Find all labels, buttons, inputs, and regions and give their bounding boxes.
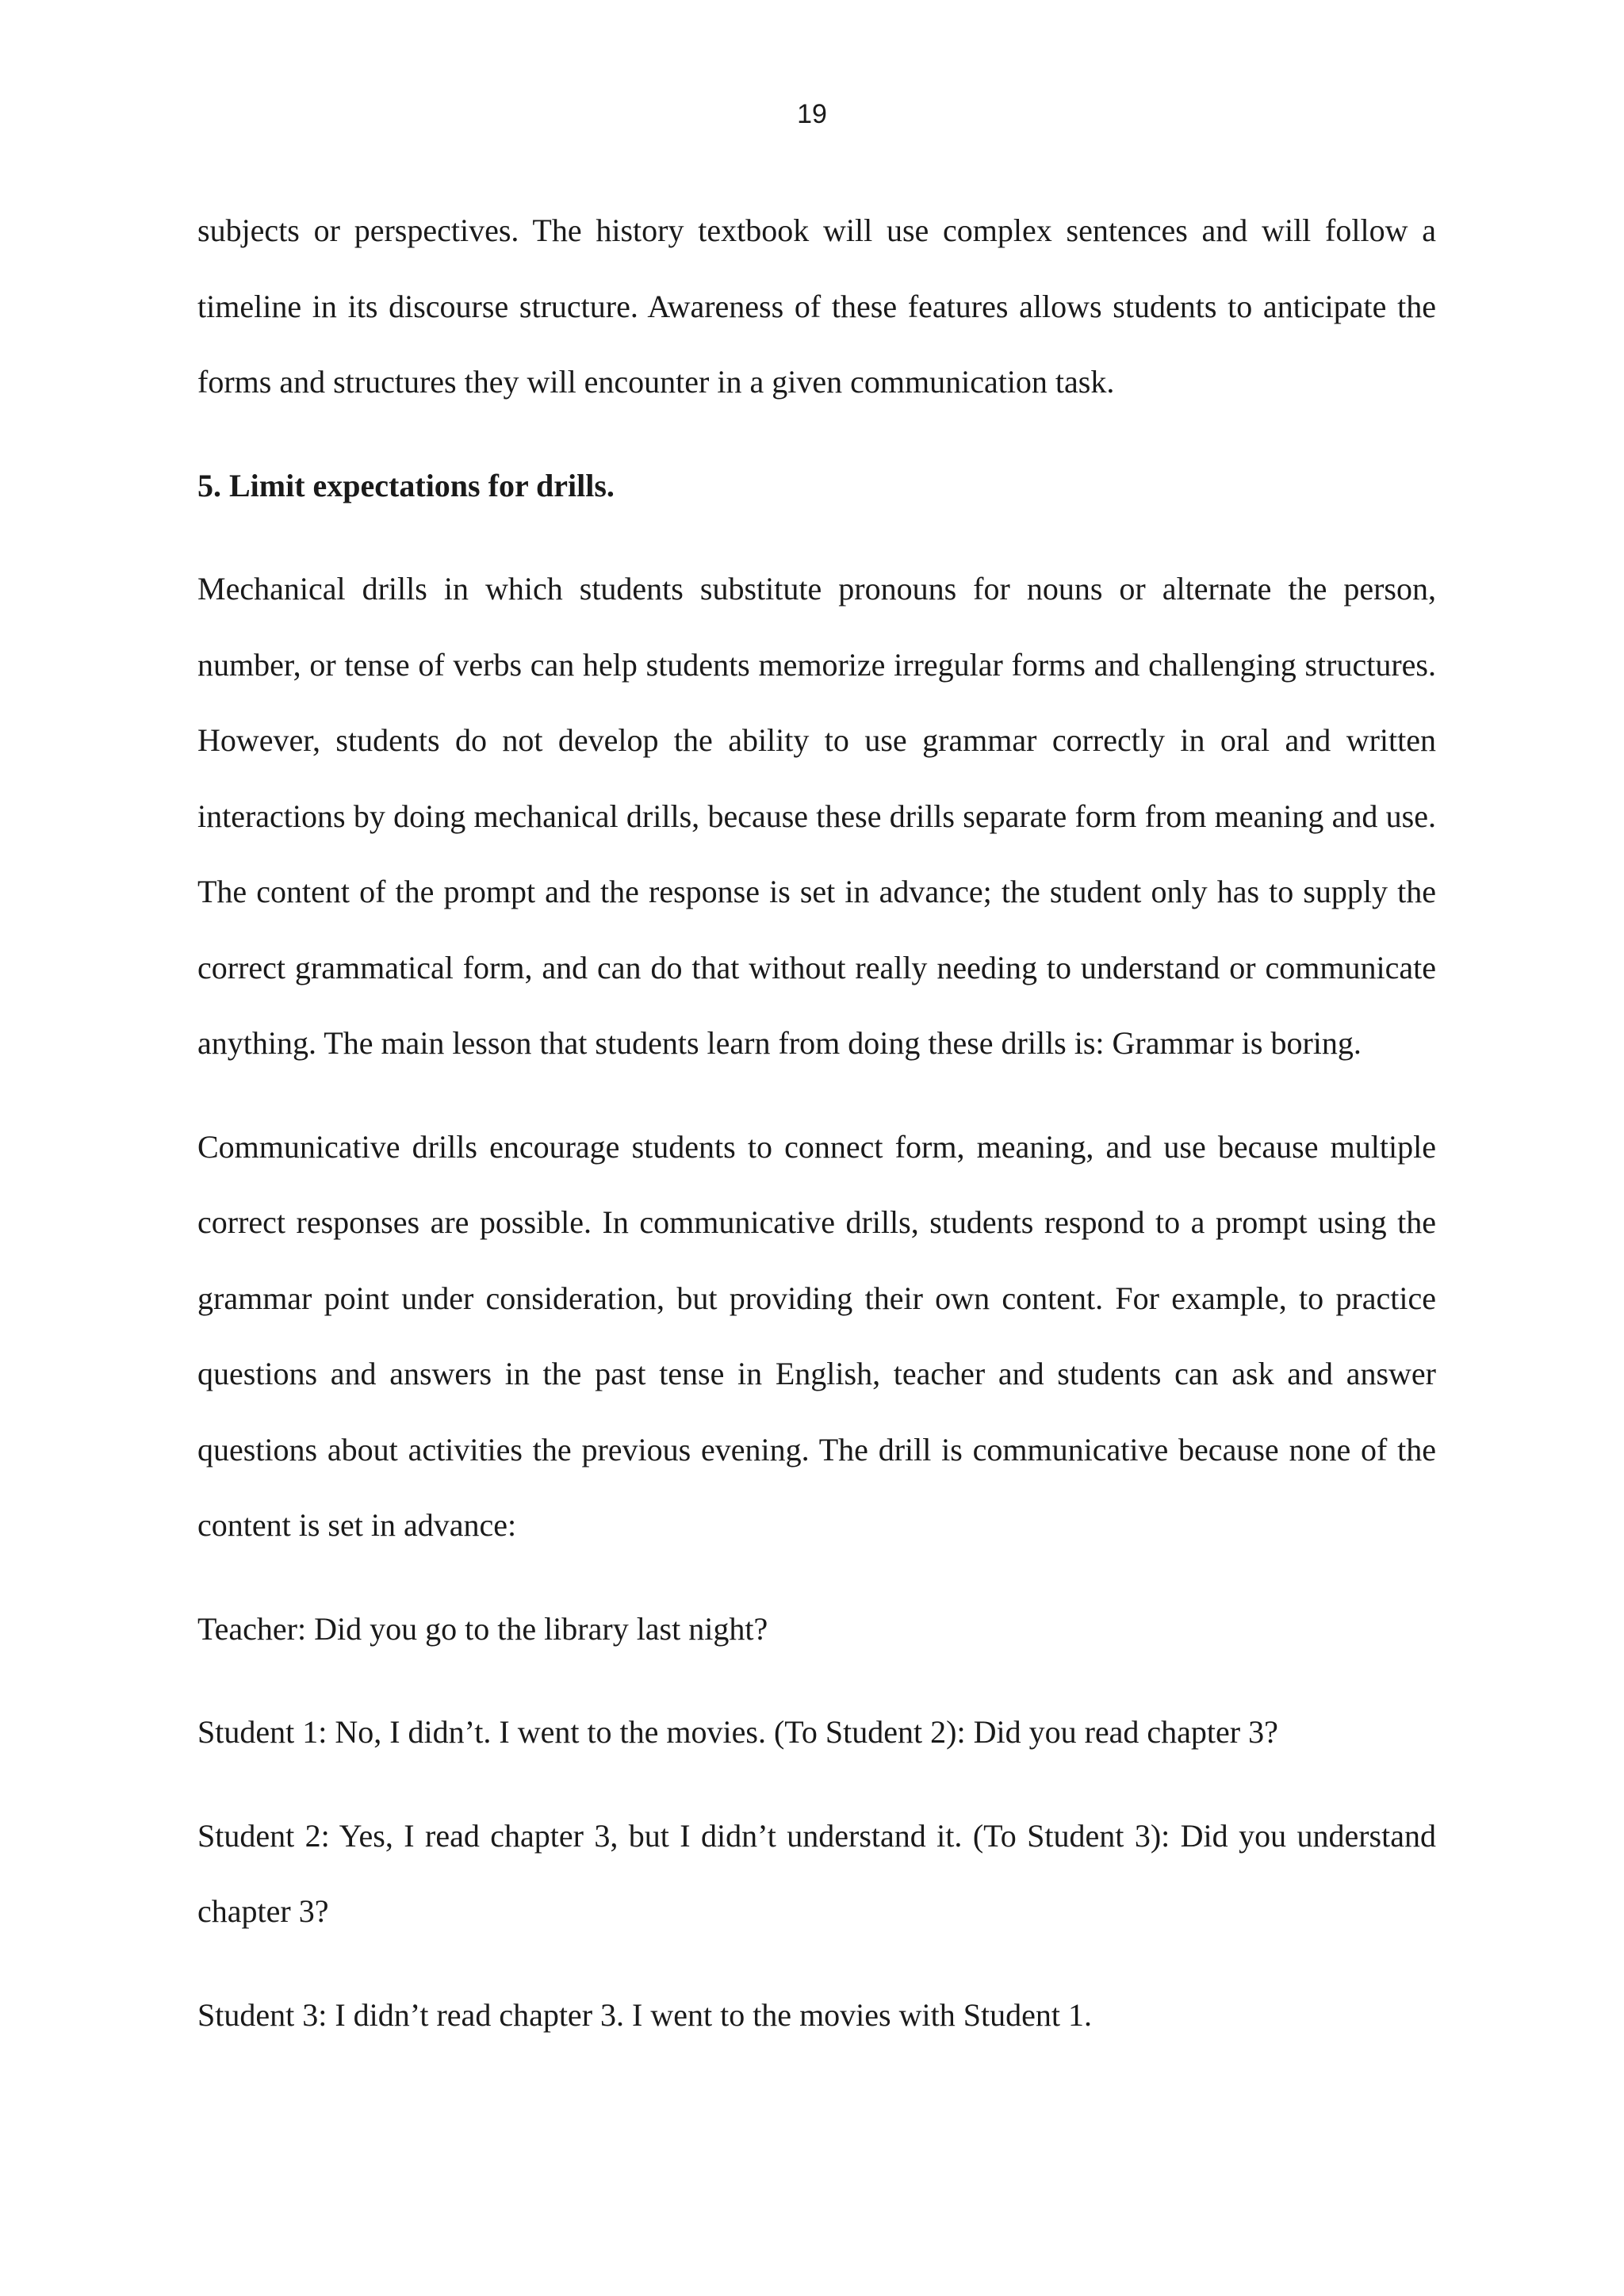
dialogue-line-student-2: Student 2: Yes, I read chapter 3, but I didn’t understand it. (To Student 3): Did you understand chapter 3? xyxy=(197,1817,1436,1929)
intro-paragraph: subjects or perspectives. The history textbook will use complex sentences and will follow a timeline in its discourse structure. Awareness of these features allows students to anticipate the forms and structures they will encounter in a given communication task. xyxy=(197,212,1436,400)
page-number: 19 xyxy=(797,99,827,129)
paragraph-mechanical-drills: Mechanical drills in which students substitute pronouns for nouns or alternate the person, number, or tense of verbs can help students memorize irregular forms and challenging structures. However, students do not develop the ability to use grammar correctly in oral and written interactions by doing mechanical drills, because these drills separate form from meaning and use. The content of the prompt and the response is set in advance; the student only has to supply the correct grammatical form, and can do that without really needing to understand or communicate anything. The main lesson that students learn from doing these drills is: Grammar is boring. xyxy=(197,571,1436,1061)
dialogue-line-teacher: Teacher: Did you go to the library last night? xyxy=(197,1610,768,1647)
page-content xyxy=(197,193,1436,2053)
paragraph-communicative-drills: Communicative drills encourage students to connect form, meaning, and use because multiple correct responses are possible. In communicative drills, students respond to a prompt using the grammar point under consideration, but providing their own content. For example, to practice questions and answers in the past tense in English, teacher and students can ask and answer questions about activities the previous evening. The drill is communicative because none of the content is set in advance: xyxy=(197,1128,1436,1543)
dialogue-line-student-1: Student 1: No, I didn’t. I went to the movies. (To Student 2): Did you read chapter 3? xyxy=(197,1714,1278,1750)
section-heading: 5. Limit expectations for drills. xyxy=(197,467,615,503)
dialogue-line-student-3: Student 3: I didn’t read chapter 3. I went to the movies with Student 1. xyxy=(197,1996,1092,2033)
